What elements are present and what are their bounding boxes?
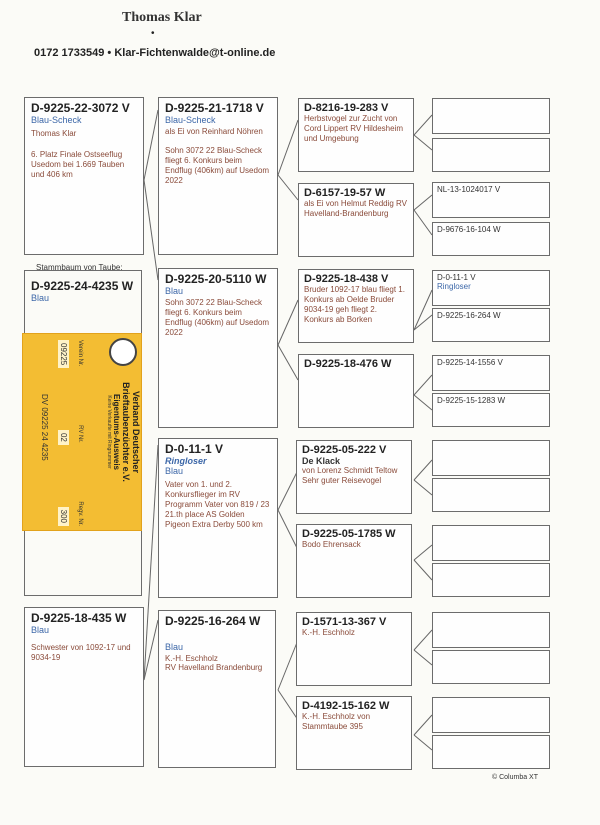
gen5-7-box <box>432 355 550 391</box>
gen5-3-ring: NL-13-1024017 V <box>437 185 501 194</box>
gen5-14-box <box>432 650 550 684</box>
ff-info: Sohn 3072 22 Blau-Scheck fliegt 6. Konkurs beim Endflug (406km) auf Usedom 2022 <box>165 146 270 185</box>
ggp-7-box <box>296 612 412 686</box>
gen5-6-ring: D-9225-16-264 W <box>437 311 501 320</box>
fm-ring: D-9225-20-5110 W <box>165 272 267 286</box>
gen5-3-box <box>432 182 550 218</box>
father-color: Blau-Scheck <box>31 115 82 125</box>
mm-color: Blau <box>165 642 184 652</box>
gen5-8-ring: D-9225-15-1283 W <box>437 396 506 405</box>
mother-info: Schwester von 1092-17 und 9034-19 <box>31 643 131 662</box>
ggp-5-info: von Lorenz Schmidt Teltow Sehr guter Reisevogel <box>302 466 398 485</box>
mother-ring: D-9225-18-435 W <box>31 611 127 625</box>
father-owner: Thomas Klar <box>31 129 77 138</box>
mf-info: Vater von 1. und 2. Konkursflieger im RV Programm Vater von 819 / 23 21.th place AS Golden Pigeon Extra Derby 500 km <box>165 480 270 529</box>
ggp-3-box <box>298 269 414 343</box>
gen5-11-box <box>432 525 550 561</box>
mother-box <box>24 607 144 767</box>
ggp-8-ring: D-4192-15-162 W <box>302 700 390 712</box>
ggp-6-info: Bodo Ehrensack <box>302 540 361 549</box>
gen5-15-box <box>432 697 550 733</box>
ggp-7-ring: D-1571-13-367 V <box>302 616 387 628</box>
ggp-5-ring: D-9225-05-222 V <box>302 444 387 456</box>
card-note: Keine Verkaufte mit Ringnummer <box>106 395 112 469</box>
ggp-1-info: Herbstvogel zur Zucht von Cord Lippert RV Hildesheim und Umgebung <box>304 114 404 143</box>
card-subtitle: Eigentums-Ausweis <box>112 393 121 470</box>
ggp-3-ring: D-9225-18-438 V <box>304 273 389 285</box>
ggp-7-info: K.-H. Eschholz <box>302 628 355 637</box>
header-bullet: • <box>151 28 155 39</box>
card-ring-no: DV 09225 24 4235 <box>40 394 49 461</box>
breeder-name: Thomas Klar <box>122 10 202 25</box>
ggp-4-ring: D-9225-18-476 W <box>304 358 392 370</box>
software-credit: © Columba XT <box>492 774 539 781</box>
mm-ring: D-9225-16-264 W <box>165 614 261 628</box>
ggp-1-ring: D-8216-19-283 V <box>304 102 389 114</box>
ggp-3-info: Bruder 1092-17 blau fliegt 1. Konkurs ab Oelde Bruder 9034-19 geh fliegt 2. Konkurs ab Borken <box>304 285 405 324</box>
ff-box <box>158 97 278 255</box>
breeder-contact: 0172 1733549 • Klar-Fichtenwalde@t-online.de <box>34 47 276 59</box>
gen5-5-color: Ringloser <box>437 282 471 291</box>
ff-ring: D-9225-21-1718 V <box>165 101 264 115</box>
mm-owner: K.-H. Eschholz <box>165 654 218 663</box>
mf-color2: Blau <box>165 466 184 476</box>
gen5-5-box <box>432 270 550 306</box>
card-verein-no: 09225 <box>58 340 69 368</box>
father-box <box>24 97 144 255</box>
ggp-2-ring: D-6157-19-57 W <box>304 187 386 199</box>
mf-ring: D-0-11-1 V <box>165 442 224 456</box>
gen5-4-box <box>432 222 550 256</box>
gen5-16-box <box>432 735 550 769</box>
fm-info: Sohn 3072 22 Blau-Scheck fliegt 6. Konkurs beim Endflug (406km) auf Usedom 2022 <box>165 298 270 337</box>
gen5-2-box <box>432 138 550 172</box>
card-label-regv: Regv. Nr. <box>77 501 83 526</box>
ggp-8-box <box>296 696 412 770</box>
ggp-5-name: De Klack <box>302 456 341 466</box>
gen5-10-box <box>432 478 550 512</box>
card-regv-no: 300 <box>58 507 69 526</box>
gen5-7-ring: D-9225-14-1556 V <box>437 358 503 367</box>
card-label-rv: RV Nr. <box>77 425 83 443</box>
ggp-1-box <box>298 98 414 172</box>
gen5-12-box <box>432 563 550 597</box>
fm-box <box>158 268 278 428</box>
ggp-5-box <box>296 440 412 514</box>
subject-ring: D-9225-24-4235 W <box>31 279 134 293</box>
subject-color: Blau <box>31 293 50 303</box>
gen5-1-box <box>432 98 550 134</box>
father-info: 6. Platz Finale Ostseeflug Usedom bei 1.669 Tauben und 406 km <box>31 150 125 179</box>
mm-info: RV Havelland Brandenburg <box>165 663 263 672</box>
gen5-9-box <box>432 440 550 476</box>
ff-color: Blau-Scheck <box>165 115 216 125</box>
ggp-6-ring: D-9225-05-1785 W <box>302 528 396 540</box>
ownership-card <box>22 333 142 531</box>
ggp-4-box <box>298 354 414 428</box>
gen5-8-box <box>432 393 550 427</box>
subject-label: Stammbaum von Taube: <box>36 263 123 272</box>
ggp-2-info: als Ei von Helmut Reddig RV Havelland-Brandenburg <box>304 199 408 218</box>
card-label-verein: Verein Nr. <box>77 340 83 367</box>
ggp-8-info: K.-H. Eschholz von Stammtaube 395 <box>302 712 371 731</box>
gen5-13-box <box>432 612 550 648</box>
mf-color: Ringloser <box>165 456 207 466</box>
father-ring: D-9225-22-3072 V <box>31 101 130 115</box>
ff-owner: als Ei von Reinhard Nöhren <box>165 127 263 136</box>
fm-color: Blau <box>165 286 184 296</box>
ggp-2-box <box>298 183 414 257</box>
card-title-1: Verband Deutscher <box>131 390 141 474</box>
card-rv-no: 02 <box>58 430 69 445</box>
mm-box <box>158 610 276 768</box>
gen5-4-ring: D-9676-16-104 W <box>437 225 501 234</box>
card-title-2: Brieftaubenzüchter e.V. <box>121 382 131 482</box>
mf-box <box>158 438 278 598</box>
ggp-6-box <box>296 524 412 598</box>
mother-color: Blau <box>31 625 50 635</box>
gen5-6-box <box>432 308 550 342</box>
gen5-5-ring: D-0-11-1 V <box>437 273 476 282</box>
